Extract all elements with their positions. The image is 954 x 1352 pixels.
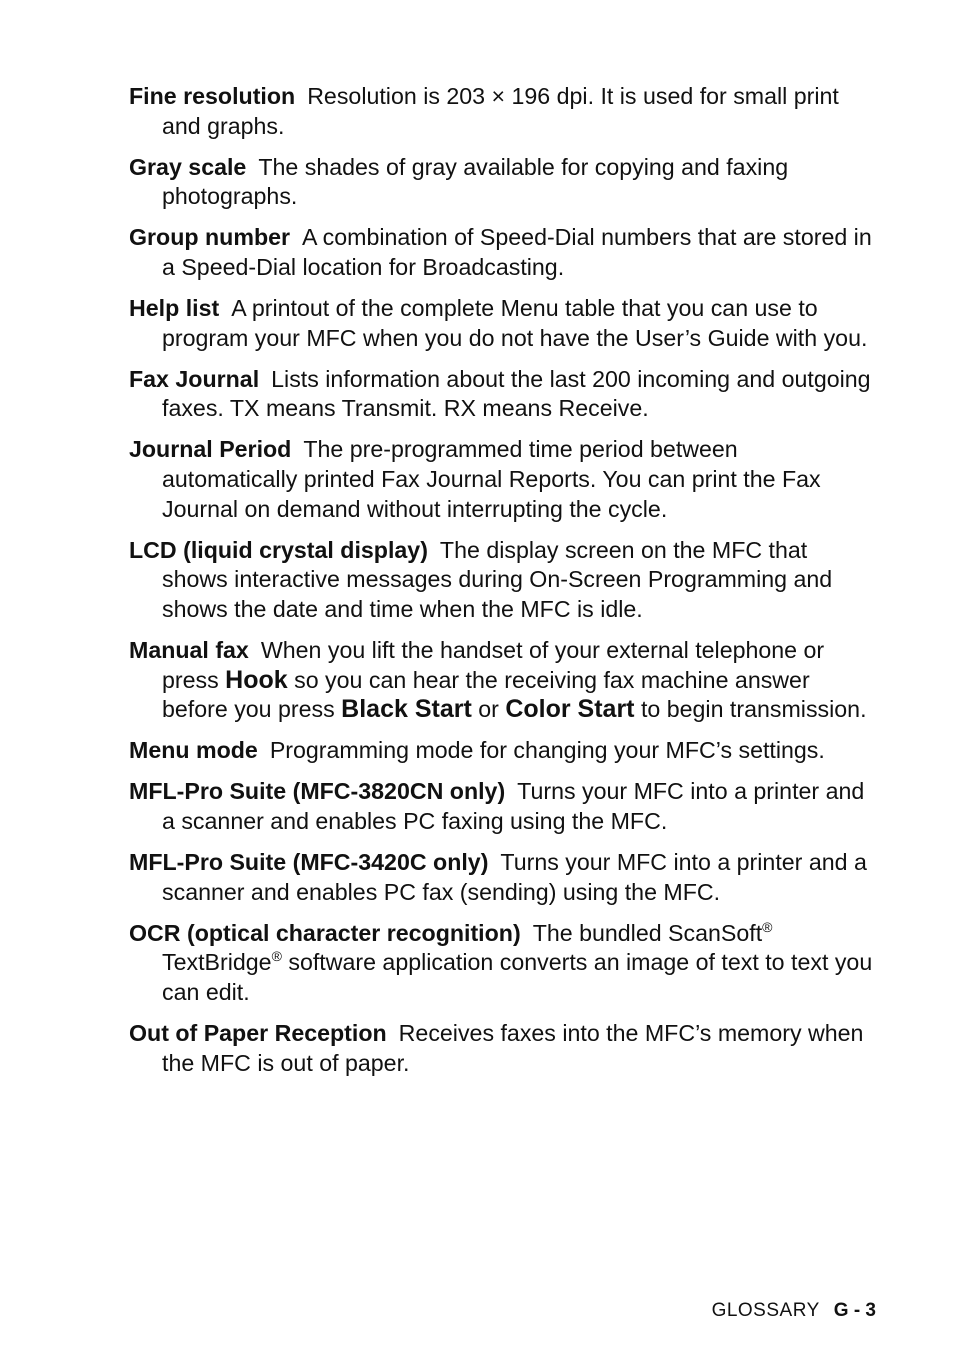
glossary-definition: to begin transmission. <box>640 696 867 723</box>
glossary-definition: Resolution is 203 × 196 dpi. It is used for small print and graphs. <box>162 83 839 139</box>
glossary-definition: Receives faxes into the MFC’s memory when the MFC is out of paper. <box>162 1020 864 1076</box>
glossary-definition: Lists information about the last 200 incoming and outgoing faxes. TX means Transmit. RX means Receive. <box>162 365 871 422</box>
registered-mark: ® <box>762 918 773 935</box>
glossary-definition: A printout of the complete Menu table that you can use to program your MFC when you do not have the User’s Guide with you. <box>162 295 868 351</box>
glossary-entry <box>129 82 879 141</box>
glossary-term: Fax Journal <box>129 365 260 392</box>
glossary-entry <box>129 223 879 282</box>
glossary-definition: When you lift the handset of your external telephone or press <box>162 637 825 693</box>
glossary-entry <box>129 294 879 353</box>
glossary-definition: TextBridge <box>162 949 272 976</box>
key-name: Color Start <box>505 695 635 724</box>
glossary-definition: The shades of gray available for copying and faxing photographs. <box>162 153 789 210</box>
glossary-term: OCR (optical character recognition) <box>129 919 521 946</box>
glossary-definition: The bundled ScanSoft <box>532 919 763 946</box>
glossary-entry <box>129 636 879 725</box>
glossary-definition: A combination of Speed-Dial numbers that are stored in a Speed-Dial location for Broadcasting. <box>162 224 872 280</box>
glossary-term: Group number <box>129 224 291 251</box>
glossary-term: Menu mode <box>129 737 258 764</box>
glossary-definition: or <box>478 696 499 723</box>
glossary-entry <box>129 736 879 766</box>
glossary-term: MFL-Pro Suite (MFC-3820CN only) <box>129 778 506 805</box>
registered-mark: ® <box>271 948 282 965</box>
glossary-term: Help list <box>129 295 220 322</box>
page-footer <box>712 1300 876 1322</box>
glossary-entry <box>129 435 879 524</box>
glossary-definition: The pre-programmed time period between automatically printed Fax Journal Reports. You can print the Fax Journal on demand without interrupting the cycle. <box>162 436 821 522</box>
glossary-definition: Programming mode for changing your MFC’s settings. <box>269 737 825 764</box>
glossary-entry <box>129 777 879 836</box>
glossary-entry <box>129 536 879 625</box>
key-name: Black Start <box>341 695 472 724</box>
glossary-list <box>129 82 879 1090</box>
glossary-term: Out of Paper Reception <box>129 1020 387 1047</box>
glossary-definition: Turns your MFC into a printer and a scanner and enables PC fax (sending) using the MFC. <box>162 849 867 905</box>
key-name: Hook <box>225 665 288 694</box>
glossary-entry <box>129 919 879 1008</box>
glossary-term: MFL-Pro Suite (MFC-3420C only) <box>129 849 489 876</box>
glossary-definition: so you can hear the receiving fax machine answer before you press <box>162 666 810 723</box>
glossary-entry <box>129 1019 879 1078</box>
section-name: GLOSSARY <box>711 1300 820 1321</box>
glossary-definition: The display screen on the MFC that shows interactive messages during On-Screen Programming and shows the date and time when the MFC is idle. <box>162 536 833 622</box>
glossary-entry <box>129 153 879 212</box>
glossary-definition: Turns your MFC into a printer and a scanner and enables PC faxing using the MFC. <box>162 778 865 834</box>
glossary-term: LCD (liquid crystal display) <box>129 536 428 563</box>
glossary-term: Gray scale <box>129 153 247 180</box>
glossary-term: Fine resolution <box>129 83 296 109</box>
glossary-entry <box>129 365 879 424</box>
glossary-term: Manual fax <box>129 637 249 663</box>
page-number: G - 3 <box>833 1300 876 1321</box>
glossary-term: Journal Period <box>129 436 292 463</box>
glossary-definition: software application converts an image of text to text you can edit. <box>162 949 873 1005</box>
glossary-entry <box>129 848 879 907</box>
